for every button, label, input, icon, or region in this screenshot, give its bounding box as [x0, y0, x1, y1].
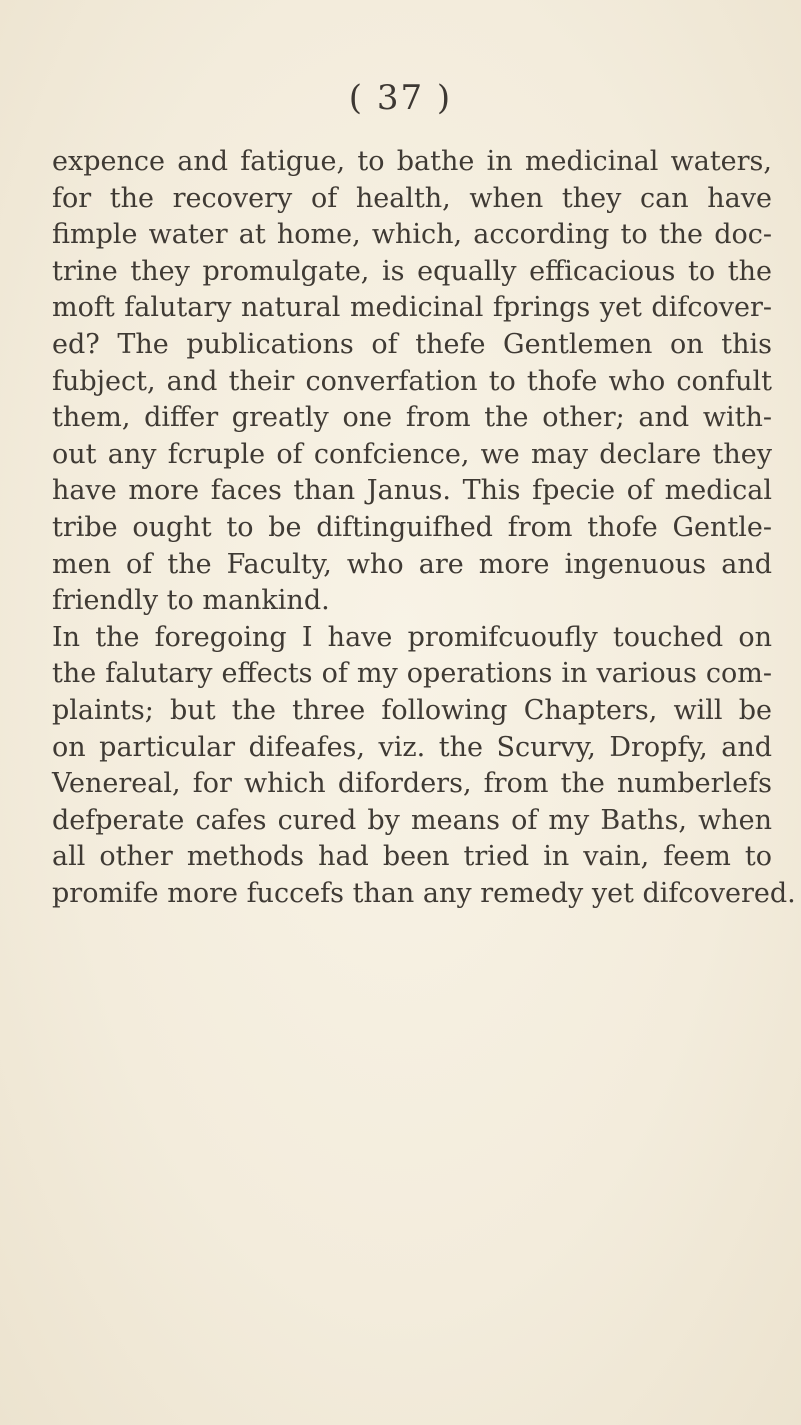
text-line: moft falutary natural medicinal fprings yet difcover- — [52, 292, 772, 324]
text-line: Venereal, for which diforders, from the numberlefs — [52, 768, 772, 800]
text-line: promife more fuccefs than any remedy yet difcovered. — [52, 877, 796, 909]
page-number: ( 37 ) — [348, 78, 453, 118]
text-line: on particular difeafes, viz. the Scurvy, Dropfy, and — [52, 731, 772, 763]
text-line: fubject, and their converfation to thofe who confult — [52, 365, 772, 397]
text-line: out any fcruple of confcience, we may declare they — [52, 438, 772, 470]
text-line: men of the Faculty, who are more ingenuous and — [52, 548, 772, 580]
body-text — [52, 144, 796, 912]
text-line: plaints; but the three following Chapters, will be — [52, 694, 772, 726]
text-line: the falutary effects of my operations in various com- — [52, 658, 772, 690]
text-line: tribe ought to be diftinguifhed from thofe Gentle- — [52, 511, 772, 543]
text-line: trine they promulgate, is equally efficacious to the — [52, 255, 772, 287]
text-line: have more faces than Janus. This fpecie of medical — [52, 475, 772, 507]
text-line: them, differ greatly one from the other; and with- — [52, 402, 772, 434]
text-line: defperate cafes cured by means of my Baths, when — [52, 804, 772, 836]
text-line: expence and fatigue, to bathe in medicinal waters, — [52, 146, 772, 177]
text-line: In the foregoing I have promifcuoufly touched on — [52, 621, 772, 653]
text-line: fimple water at home, which, according to the doc- — [52, 219, 772, 251]
text-line: ed? The publications of thefe Gentlemen on this — [52, 328, 772, 360]
text-line: for the recovery of health, when they can have — [52, 182, 772, 214]
text-line: all other methods had been tried in vain, feem to — [52, 841, 772, 873]
text-line: friendly to mankind. — [52, 585, 330, 617]
